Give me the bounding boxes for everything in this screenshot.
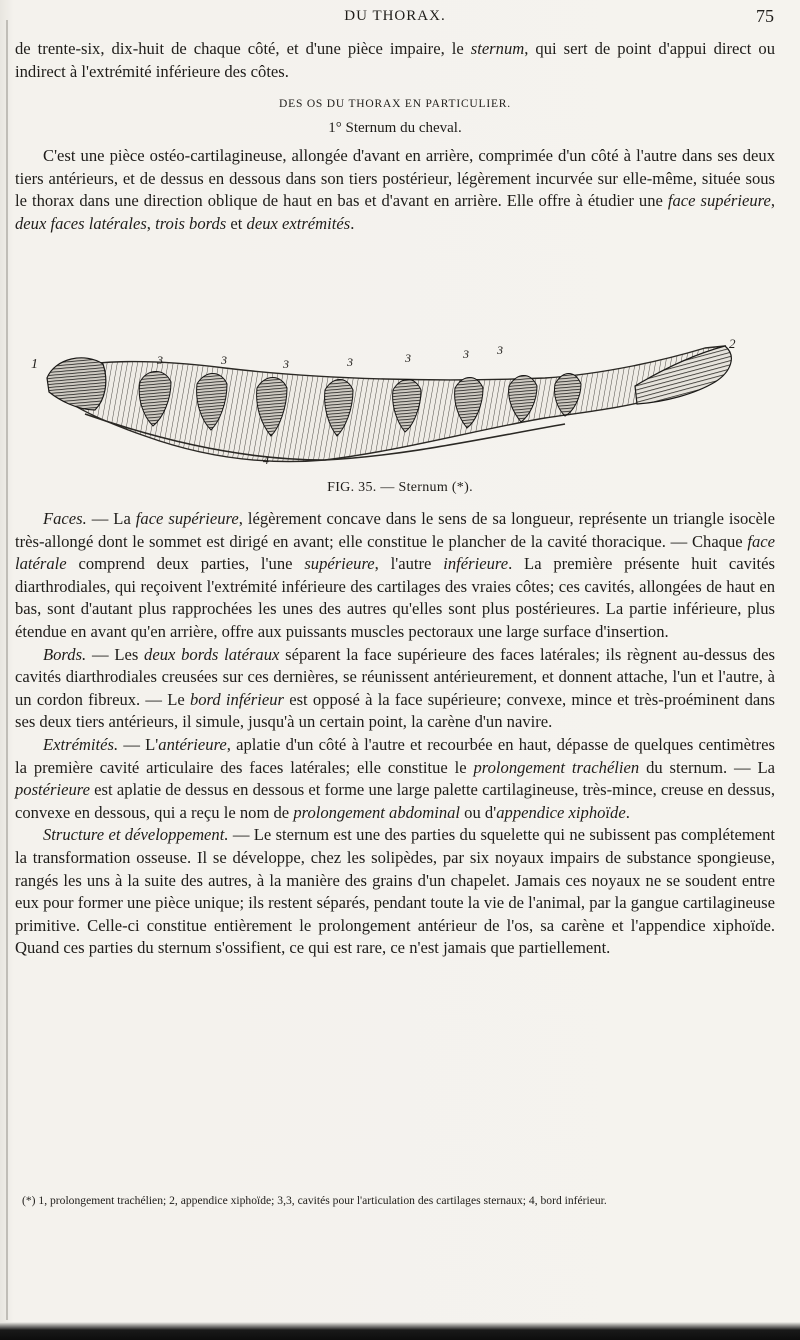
- faces-text-b: , légèrement concave dans le sens de sa longueur, représente un triangle isocèle très-allongé dont le sommet est dirigé en avant; elle constitue le plancher de la cavité thoracique. — Chaque: [15, 509, 776, 551]
- figure-label-1: 1: [31, 357, 38, 372]
- faces-text-c: comprend deux parties, l'une: [66, 554, 305, 574]
- figure-label-4: 4: [263, 453, 269, 467]
- extremites-text-d: est aplatie de dessus en dessous et forme une large palette cartilagineuse, très-mince, creuse en dessus, convexe en dessous, qui a reçu le nom de: [15, 780, 775, 822]
- sternum-engraving: [25, 338, 745, 470]
- description-paragraph: [15, 145, 775, 235]
- section-heading: DES OS DU THORAX EN PARTICULIER.: [279, 98, 511, 111]
- faces-italic-d: inférieure: [443, 554, 509, 574]
- description-text-a: C'est une pièce ostéo-cartilagineuse, allongée d'avant en arrière, comprimée d'un côté à l'autre dans ses deux tiers antérieurs, et de dessus en dessous dans son tiers postérieur, légèrement incurvée sur elle-même, située sous le thorax dans une direction oblique de haut en bas et d'avant en arrière. Elle offre à étudier une: [15, 146, 775, 211]
- running-head: DU THORAX.: [344, 8, 446, 24]
- trachelian-prolongation-shape: [47, 358, 106, 410]
- figure-label-3g: 3: [497, 343, 503, 357]
- description-text-c: ,: [146, 213, 156, 233]
- caption-star: *: [456, 480, 465, 495]
- description-text-d: et: [226, 213, 247, 233]
- extremites-text-b: , aplatie d'un côté à l'autre et recourbée en haut, dépasse de quelques centimètres la première cavité articulaire des faces latérales; elle constitue le: [15, 734, 775, 777]
- bords-paragraph: [15, 644, 775, 734]
- bords-italic-b: bord inférieur: [189, 689, 284, 709]
- description-text-b: ,: [770, 191, 776, 211]
- caption-text-b: ).: [464, 480, 473, 495]
- page-edge-shadow: [6, 20, 8, 1320]
- figure-label-3f: 3: [463, 347, 469, 361]
- figure-label-3b: 3: [221, 353, 227, 367]
- figure-label-3d: 3: [347, 355, 353, 369]
- extremites-italic-c: postérieure: [15, 780, 90, 800]
- lower-text-block: [15, 508, 775, 960]
- intro-text-a: de trente-six, dix-huit de chaque côté, et d'une pièce impaire, le: [15, 39, 471, 58]
- intro-paragraph: [15, 38, 775, 83]
- description-italic-c: trois bords: [155, 213, 227, 233]
- sternum-figure: [25, 338, 745, 470]
- bords-heading: Bords.: [43, 644, 87, 664]
- extremites-text-c: du sternum. — La: [639, 757, 776, 777]
- faces-paragraph: [15, 508, 775, 644]
- figure-label-3a: 3: [157, 353, 163, 367]
- extremites-italic-a: antérieure: [158, 734, 227, 754]
- faces-text-e: . La première présente huit cavités diarthrodiales, qui reçoivent l'extrémité inférieure des cartilages des vraies côtes; ces cavités, allongées de haut en bas, sont d'autant plus rapprochées les unes des autres qu'elles sont plus postérieures. La partie inférieure, plus étendue en avant qu'en arrière, offre aux puissants muscles pectoraux une large surface d'insertion.: [15, 554, 775, 641]
- extremites-text-e: ou d': [460, 802, 497, 822]
- page-number: 75: [756, 6, 774, 26]
- faces-text-a: — La: [86, 509, 136, 528]
- subsection-heading: 1° Sternum du cheval.: [328, 120, 462, 137]
- bords-text-c: est opposé à la face supérieure; convexe, mince et très-proéminent dans ses deux tiers antérieurs, il simule, jusqu'à un certain point, la carène d'un navire.: [15, 689, 775, 732]
- caption-text-a: FIG. 35. — Sternum (: [327, 480, 457, 495]
- extremites-text-a: — L': [118, 734, 159, 754]
- faces-text-d: , l'autre: [374, 554, 444, 574]
- description-italic-a: face supérieure: [667, 191, 771, 211]
- figure-label-3c: 3: [283, 357, 289, 371]
- description-italic-b: deux faces latérales: [15, 213, 147, 233]
- extremites-heading: Extrémités.: [43, 734, 119, 754]
- faces-italic-a: face supérieure: [135, 509, 239, 528]
- bords-italic-a: deux bords latéraux: [144, 644, 280, 664]
- figure-label-3e: 3: [405, 351, 411, 365]
- faces-italic-c: supérieure: [304, 554, 375, 574]
- faces-heading: Faces.: [43, 509, 87, 528]
- structure-paragraph: [15, 824, 775, 960]
- page-header: [10, 6, 780, 30]
- intro-text-b: , qui sert de point d'appui direct ou indirect à l'extrémité inférieure des côtes.: [15, 39, 775, 81]
- structure-heading: Structure et développement.: [43, 825, 229, 845]
- extremites-italic-d: prolongement abdominal: [293, 802, 461, 822]
- structure-text: — Le sternum est une des parties du squelette qui ne subissent pas complétement la transformation osseuse. Il se développe, chez les solipèdes, par six noyaux impairs de substance spongieuse, rangés les uns à la suite des autres, à la manière des grains d'un chapelet. Jamais ces noyaux ne se soudent entre eux pour former une pièce unique; ils restent séparés, pendant toute la vie de l'animal, par la gangue cartilagineuse primitive. Celle-ci constitue entièrement le prolongement antérieur de l'os, sa carène et l'appendice xiphoïde. Quand ces parties du sternum s'ossifient, ce qui est rare, ce n'est jamais que partiellement.: [15, 825, 775, 958]
- extremites-italic-e: appendice xiphoïde: [496, 802, 626, 822]
- faces-italic-b: face latérale: [15, 531, 775, 574]
- footnote: (*) 1, prolongement trachélien; 2, appendice xiphoïde; 3,3, cavités pour l'articulation des cartilages sternaux; 4, bord inférieur.: [22, 1194, 607, 1207]
- intro-italic-sternum: sternum: [470, 39, 525, 58]
- figure-caption: [0, 480, 800, 496]
- extremites-italic-b: prolongement trachélien: [473, 757, 640, 777]
- extremites-paragraph: [15, 734, 775, 824]
- figure-label-2: 2: [729, 338, 736, 351]
- page-bottom-edge: [0, 1322, 800, 1340]
- description-italic-d: deux extrémités: [246, 213, 351, 233]
- extremites-text-f: .: [625, 802, 630, 822]
- upper-text-block: [15, 38, 775, 236]
- bords-text-b: séparent la face supérieure des faces latérales; ils règnent au-dessus des cavités diarthrodiales creusées sur ces dernières, se réunissent antérieurement, et donnent attache, l'un et l'autre, à un cordon fibreux. — Le: [15, 644, 775, 709]
- bords-text-a: — Les: [86, 644, 145, 664]
- description-text-e: .: [350, 213, 355, 233]
